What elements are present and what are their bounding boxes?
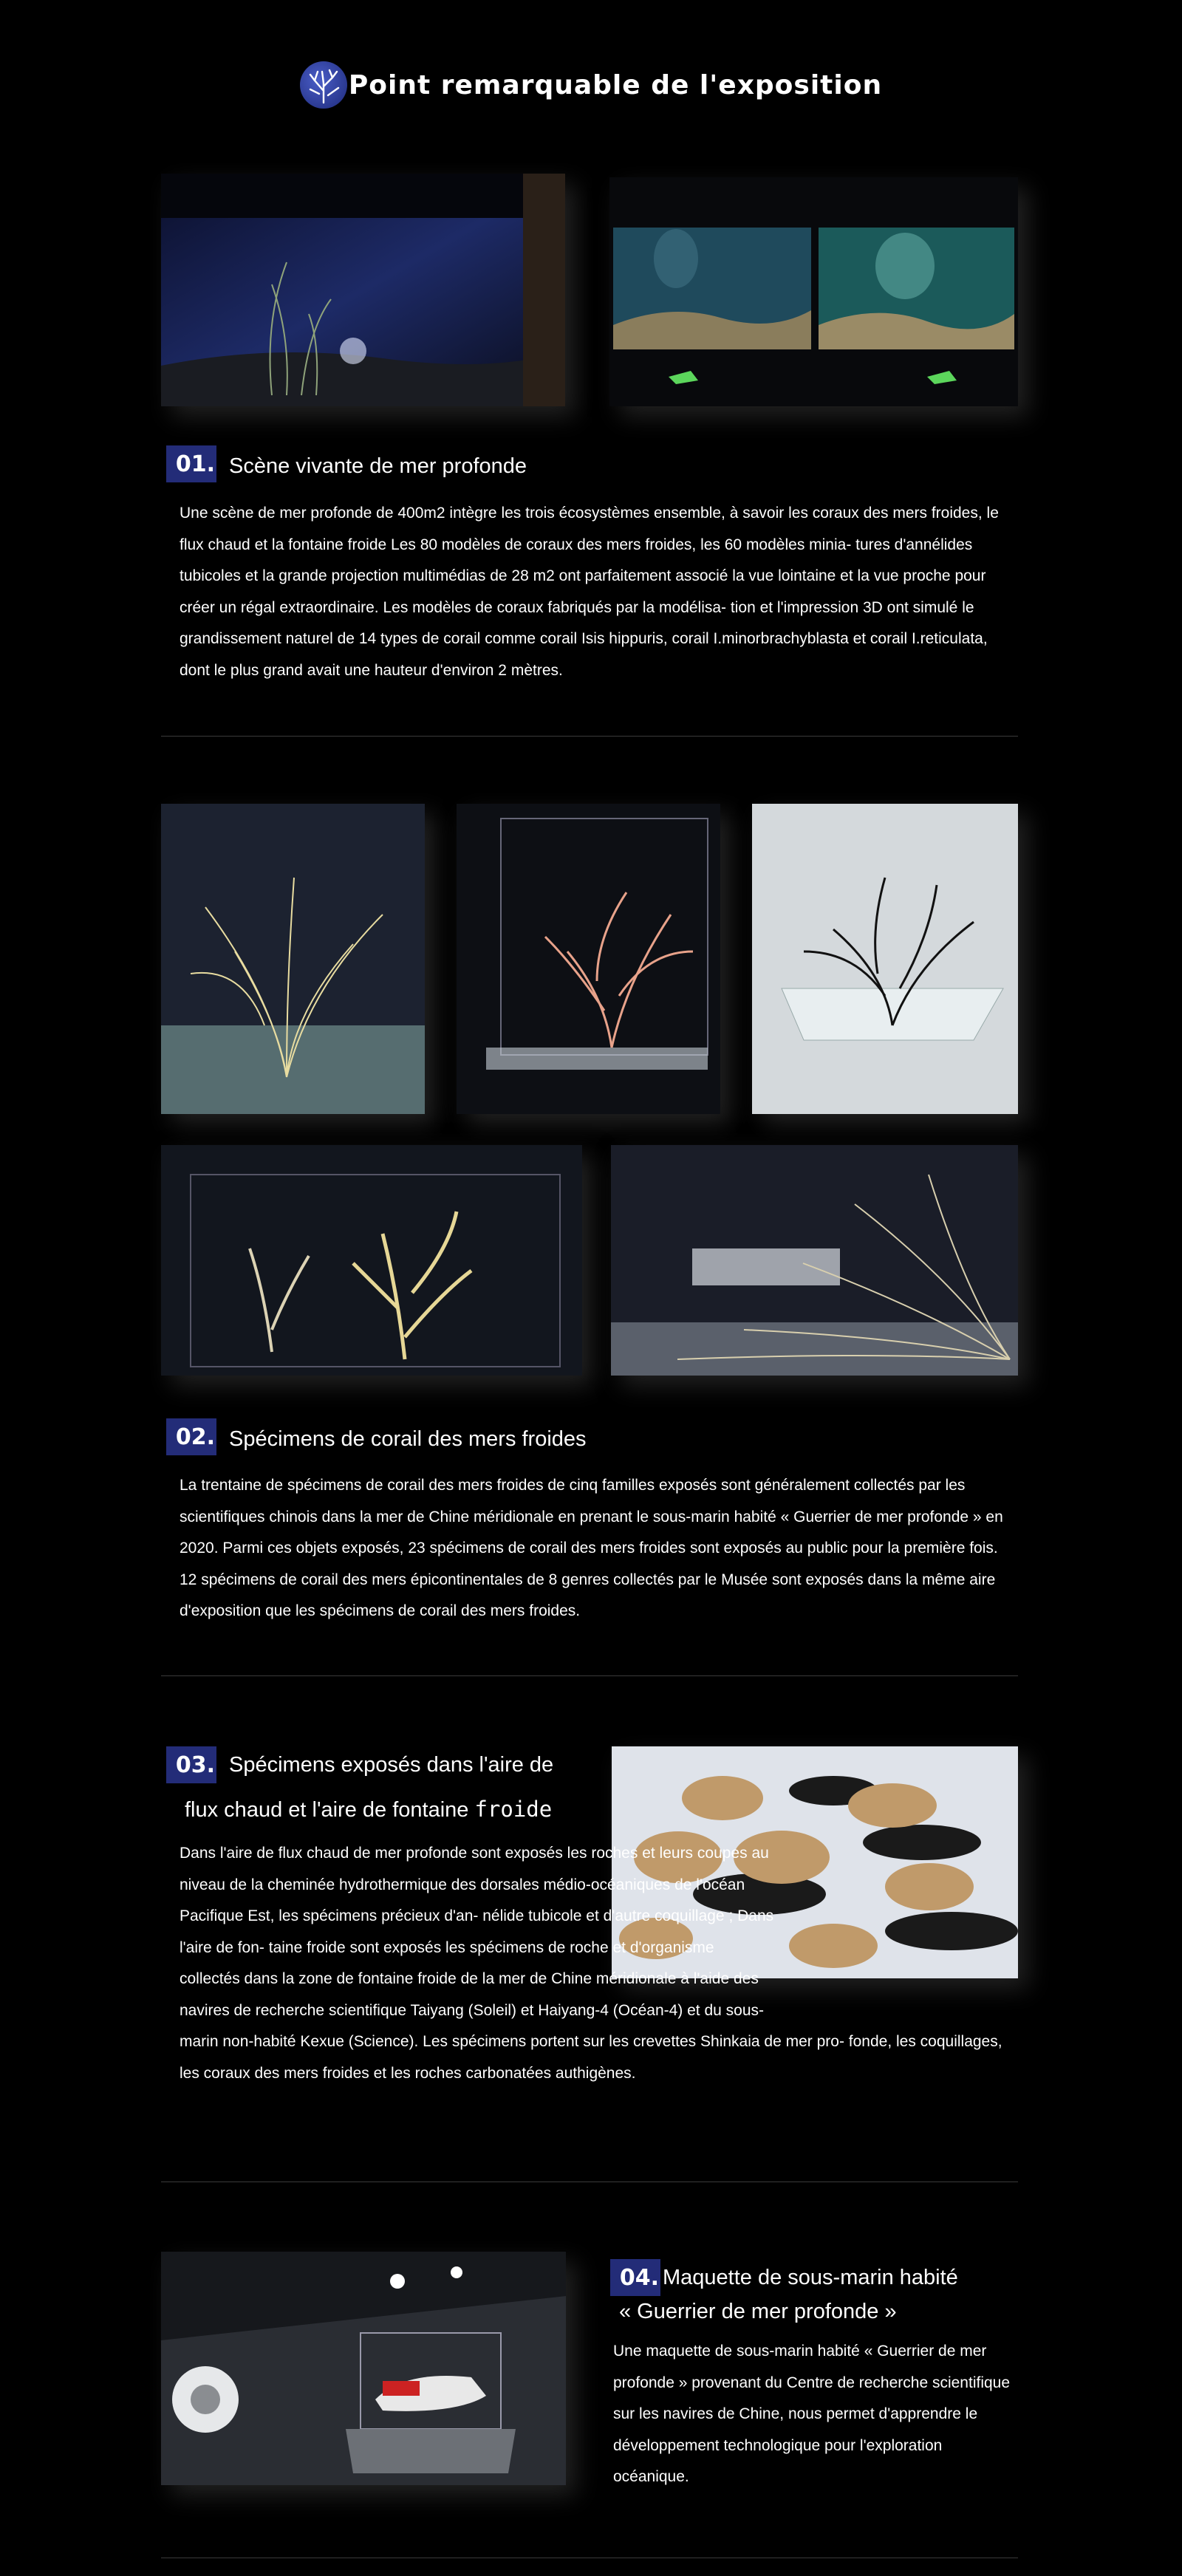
section-title-line-2: flux chaud et l'aire de fontaine froide xyxy=(185,1797,553,1822)
page-title: Point remarquable de l'exposition xyxy=(348,69,883,100)
section-number: 03. xyxy=(166,1746,216,1783)
coral-specimen-photo xyxy=(161,804,425,1114)
coral-specimen-photo xyxy=(457,804,720,1114)
coral-icon xyxy=(300,61,347,109)
page-header xyxy=(0,55,1182,115)
section-number: 04. xyxy=(610,2259,660,2296)
divider xyxy=(161,1675,1018,1676)
section-body: La trentaine de spécimens de corail des mers froides de cinq familles exposés sont généralement collectés par les scientifiques chinois dans la mer de Chine méridionale en prenant le sous-marin habité « Guerrier de mer profonde » en 2020. Parmi ces objets exposés, 23 spécimens de corail des mers froides sont exposés au public pour la première fois. 12 spécimens de corail des mers épicontinentales de 8 genres collectés par le Musée sont exposés dans la même aire d'exposition que les spécimens de corail des mers froides. xyxy=(180,1477,1003,1619)
divider xyxy=(161,736,1018,737)
section-title: Scène vivante de mer profonde xyxy=(229,454,527,478)
section-body: Une maquette de sous-marin habité « Guerrier de mer profonde » provenant du Centre de recherche scientifique sur les navires de Chine, nous permet d'apprendre le développement technologique pour l'exploration océanique. xyxy=(613,2343,1011,2485)
coral-specimen-photo xyxy=(161,1145,582,1376)
submarine-model-photo xyxy=(161,2252,566,2485)
coral-specimen-photo xyxy=(611,1145,1018,1376)
section-title-line-1: Spécimens exposés dans l'aire de xyxy=(229,1753,554,1777)
section-number: 01. xyxy=(166,445,216,482)
hydrothermal-vent-photo xyxy=(609,177,1018,406)
section-body: Dans l'aire de flux chaud de mer profonde sont exposés les roches et leurs coupes au niveau de la cheminée hydrothermique des dorsales médio-océaniques de l'océan Pacifique Est, les spécimens précieux d'an- nélide tubicole et d'autre coquillage ; Dans l'aire de fon- taine froide sont exposés les spécimens de roche et d'organisme collectés dans la zone de fontaine froide de la mer de Chine méridionale à l'aide des navires de recherche scientifique Taiyang (Soleil) et Haiyang-4 (Océan-4) et du sous-marin non-habité Kexue (Science). Les spécimens portent sur les crevettes Shinkaia de mer pro- fonde, les coquillages, les coraux des mers froides et les roches carbonatées authigènes. xyxy=(180,1845,1002,2082)
section-number: 02. xyxy=(166,1418,216,1455)
section-title: Spécimens de corail des mers froides xyxy=(229,1427,587,1451)
deep-sea-scene-photo xyxy=(161,174,565,406)
section-title-line-2: « Guerrier de mer profonde » xyxy=(619,2300,897,2323)
section-title-line-1: Maquette de sous-marin habité xyxy=(663,2266,958,2289)
section-body: Une scène de mer profonde de 400m2 intègre les trois écosystèmes ensemble, à savoir les coraux des mers froides, le flux chaud et la fontaine froide Les 80 modèles de coraux des mers froides, les 60 modèles minia- tures d'annélides tubicoles et la grande projection multimédias de 28 m2 ont parfaitement associé la vue lointaine et la vue proche pour créer un régal extraordinaire. Les modèles de coraux fabriqués par la modélisa- tion et l'impression 3D ont simulé le grandissement naturel de 14 types de corail comme corail Isis hippuris, corail I.minorbrachyblasta et corail I.reticulata, dont le plus grand avait une hauteur d'environ 2 mètres. xyxy=(180,505,999,679)
coral-specimen-photo xyxy=(752,804,1018,1114)
